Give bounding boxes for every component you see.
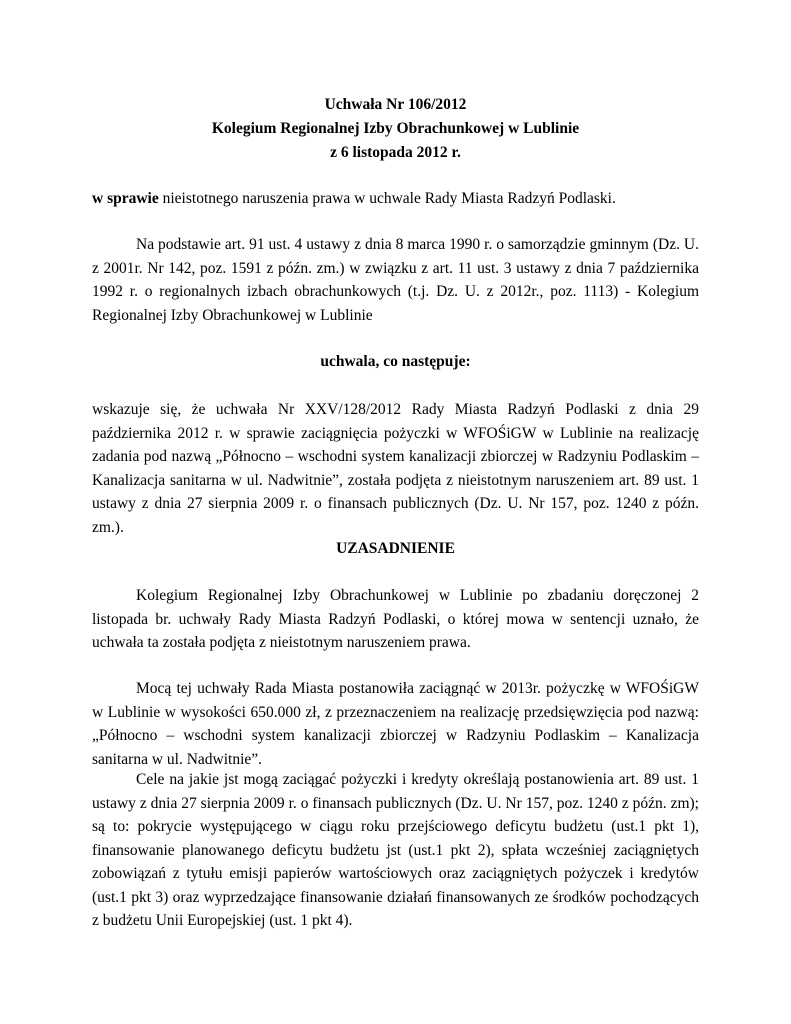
justification-paragraph-1: Kolegium Regionalnej Izby Obrachunkowej w Lublinie po zbadaniu doręczonej 2 listopada br. uchwały Rady Miasta Radzyń Podlaski, o której mowa w sentencji uznało, że uchwała ta została podjęta z nieistotnym naruszeniem prawa. [92,587,699,651]
justification-paragraph-3: Cele na jakie jst mogą zaciągać pożyczki i kredyty określają postanowienia art. 89 ust. 1 ustawy z dnia 27 sierpnia 2009 r. o finansach publicznych (Dz. U. Nr 157, poz. 1240 z późn. zm); są to: pokrycie występującego w ciągu roku przejściowego deficytu budżetu (ust.1 pkt 1), finansowanie planowanego deficytu budżetu jst (ust.1 pkt 2), spłata wcześniej zaciągniętych zobowiązań z tytułu emisji papierów wartościowych oraz zaciągniętych pożyczek i kredytów (ust.1 pkt 3) oraz wyprzedzające finansowanie działań finansowanych ze środków pochodzących z budżetu Unii Europejskiej (ust. 1 pkt 4). [92,771,699,929]
resolution-date: z 6 listopada 2012 r. [330,144,461,161]
subject-lead: w sprawie [92,190,159,207]
decision-heading: uchwala, co następuje: [320,353,471,370]
justification-paragraph-2: Mocą tej uchwały Rada Miasta postanowiła zaciągnąć w 2013r. pożyczkę w WFOŚiGW w Lublinie w wysokości 650.000 zł, z przeznaczeniem na realizację przedsięwzięcia pod nazwą: „Północno – wschodni system kanalizacji zbiorczej w Radzyniu Podlaskim – Kanalizacja sanitarna w ul. Nadwitnie”. [92,680,699,768]
decision-body-paragraph: wskazuje się, że uchwała Nr XXV/128/2012 Rady Miasta Radzyń Podlaski z dnia 29 października 2012 r. w sprawie zaciągnięcia pożyczki w WFOŚiGW w Lublinie na realizację zadania pod nazwą „Północno – wschodni system kanalizacji zbiorczej w Radzyniu Podlaskim – Kanalizacja sanitarna w ul. Nadwitnie”, została podjęta z nieistotnym naruszeniem art. 89 ust. 1 ustawy z dnia 27 sierpnia 2009 r. o finansach publicznych (Dz. U. Nr 157, poz. 1240 z późn. zm.). [92,401,699,536]
justification-heading: UZASADNIENIE [336,540,455,557]
subject-text: nieistotnego naruszenia prawa w uchwale Rady Miasta Radzyń Podlaski. [158,190,616,207]
legal-basis-paragraph: Na podstawie art. 91 ust. 4 ustawy z dnia 8 marca 1990 r. o samorządzie gminnym (Dz. U. z 2001r. Nr 142, poz. 1591 z późn. zm.) w związku z art. 11 ust. 3 ustawy z dnia 7 października 1992 r. o regionalnych izbach obrachunkowych (t.j. Dz. U. z 2012r., poz. 1113) - Kolegium Regionalnej Izby Obrachunkowej w Lublinie [92,236,699,324]
resolution-number: Uchwała Nr 106/2012 [324,96,467,113]
issuing-body: Kolegium Regionalnej Izby Obrachunkowej w Lublinie [211,120,580,137]
subject-line [92,187,699,211]
